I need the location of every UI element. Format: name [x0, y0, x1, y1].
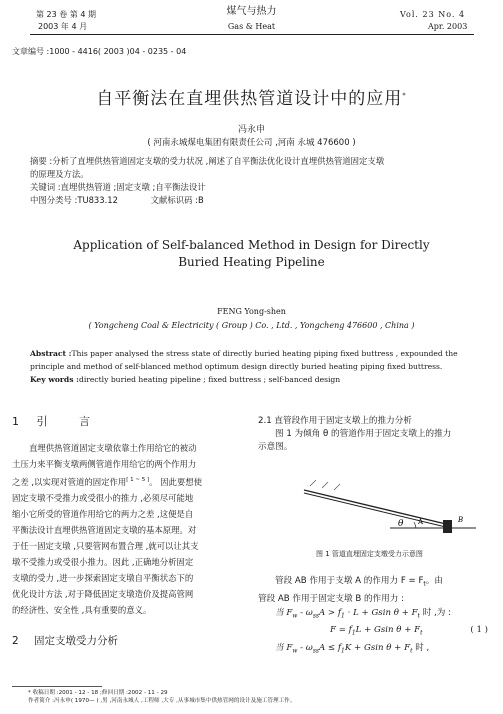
keywords-en-line: [30, 373, 475, 386]
header-date-cn: 2003 年 4 月: [38, 22, 88, 31]
section1-heading: [12, 413, 104, 429]
intro-line: 支墩的受力 ,进一步探索固定支墩自平衡状态下的: [12, 572, 194, 583]
force-line-1: [258, 574, 488, 592]
abstract-en: [30, 347, 475, 386]
keywords-en-label: Key words :: [30, 375, 79, 384]
section21-block: [258, 415, 488, 454]
figure1-diagram: [300, 480, 480, 550]
eq-text: L + Gsin θ + F: [355, 625, 421, 636]
doc-code: 文献标识码 :B: [150, 195, 204, 205]
title-en: [0, 237, 503, 271]
intro-line: 直埋供热管道固定支墩依靠土作用给它的被动: [29, 443, 197, 453]
intro-line: 之差 ,以实现对管道的固定作用: [12, 476, 127, 487]
label-B: B: [458, 516, 464, 524]
eq-text: 当 F: [275, 607, 293, 618]
intro-line: 墩不受推力或受很小推力。因此 ,正确地分析固定: [12, 556, 194, 567]
eq-sub: t: [420, 630, 423, 638]
soil-hatch: [310, 480, 340, 490]
footnote-rule: [12, 686, 102, 687]
condition-line-1: [258, 606, 488, 624]
footnote-received: 收稿日期 :2001 - 12 - 18 ;修回日期 :2002 - 11 - 29: [32, 690, 168, 696]
author-en: FENG Yong-shen: [217, 307, 286, 316]
affiliation-cn: ( 河南永城煤电集团有限责任公司 ,河南 永城 476600 ): [147, 138, 356, 148]
eq-sub: ss: [312, 647, 319, 655]
affiliation-en: ( Yongcheng Coal & Electricity ( Group ) Co. , Ltd. , Yongcheng 476600 , China ): [88, 321, 415, 330]
title-cn: [0, 84, 503, 109]
classification-row: [30, 194, 384, 207]
eq-text: 当 F: [275, 643, 293, 654]
pipe-line-upper: [304, 490, 450, 525]
force-line-2: 管段 AB 作用于固定支墩 B 的作用力 :: [258, 593, 404, 604]
force-tail: 。由: [425, 576, 443, 586]
section1-number: 1: [12, 415, 19, 428]
keywords-en-text: directly buried heating pipeline ; fixed buttress ; self-banced design: [78, 375, 341, 384]
section2-number: 2: [12, 635, 19, 647]
eq-text: A > f: [318, 607, 342, 618]
intro-line-with-ref: [12, 472, 238, 490]
section2-heading: [12, 633, 118, 648]
condition-line-2: [258, 641, 488, 659]
abstract-en-label: Abstract :: [30, 349, 72, 358]
pipe-line-lower: [304, 493, 450, 528]
eq-text: - ω: [297, 643, 313, 654]
abstract-cn-line1: 摘要 :分析了直埋供热管道固定支墩的受力状况 ,阐述了自平衡法优化设计直埋供热管道固定支墩: [30, 156, 385, 166]
angle-arc: [414, 522, 416, 528]
eq-text: - ω: [297, 607, 313, 618]
intro-line: 于任一固定支墩 ,只要管网布置合理 ,就可以让其支: [12, 540, 199, 551]
eq-sub: t: [410, 647, 413, 655]
eq-text: A ≤ f: [318, 643, 342, 654]
header-volume-cn: 第 23 卷 第 4 期: [36, 10, 96, 19]
footnote: [28, 689, 295, 705]
force-text: 管段 AB 作用于支墩 A 的作用力 F = F: [275, 576, 424, 586]
keywords-cn: 关键词 :直埋供热管道 ;固定支墩 ;自平衡法设计: [30, 182, 206, 192]
abstract-cn: [30, 155, 384, 207]
abstract-en-text1: This paper analysed the stress state of directly buried heating piping fixed buttress , expounded the: [71, 349, 458, 358]
intro-paragraph: [12, 440, 238, 618]
intro-line: 土压力来平衡支墩两侧管道作用给它的两个作用力: [12, 459, 197, 469]
abstract-cn-line2: 的原理及方法。: [30, 169, 89, 179]
buttress-B: [443, 520, 452, 533]
intro-line-tail: 。 因此要想使: [149, 476, 203, 487]
section21-heading: 2.1 直管段作用于固定支墩上的推力分析: [258, 416, 412, 426]
eq-sub: t: [417, 612, 420, 620]
equation-1: [258, 623, 488, 641]
eq-text: F = f: [330, 625, 352, 636]
footnote-mark: *: [28, 690, 31, 696]
eq-text: 时 ,为 :: [422, 607, 451, 618]
abstract-en-line1: [30, 347, 475, 360]
section1-title: 引 言: [36, 415, 104, 428]
footnote-line2: 作者简介 :冯永申( 1970— ) ,男 ,河南永城人 ,工程师 ,大专 ,从事城市集中供热管网的设计及施工管理工作。: [28, 698, 296, 704]
author-cn: 冯永申: [237, 125, 265, 135]
label-theta: θ: [398, 519, 404, 529]
eq-text: · L + Gsin θ + F: [344, 607, 418, 618]
intro-line: 平衡法设计直埋供热管道固定支墩的基本原理。对: [12, 524, 197, 535]
footnote-line1: [28, 689, 295, 697]
header-journal-cn: 煤气与热力: [226, 6, 277, 17]
abstract-en-line2: principle and method of self-blanced method optimum design directly buried heating piping fixed buttress.: [30, 362, 443, 371]
eq-sub: 1: [341, 647, 345, 655]
section21-text: 图 1 为倾角 θ 的管道作用于固定支墩上的推力: [275, 429, 452, 439]
title-footnote-mark: *: [402, 91, 407, 100]
intro-line: 固定支墩不受推力或受很小的推力 ,必须尽可能地: [12, 492, 194, 503]
eq-sub: w: [292, 612, 298, 620]
header-volume-en: Vol. 23 No. 4: [400, 10, 466, 19]
figure1-caption: 图 1 管道直埋固定支墩受力示意图: [316, 550, 423, 558]
title-en-line2: Buried Heating Pipeline: [178, 255, 325, 269]
reference-mark: [ 1 ~ 5 ]: [126, 477, 150, 483]
equation-number: ( 1 ): [470, 625, 488, 636]
header-rule: [30, 34, 474, 35]
intro-line: 缩小它所受的管道作用给它的两力之差 ,这便是自: [12, 508, 194, 519]
article-number: 文章编号 :1000 - 4416( 2003 )04 - 0235 - 04: [12, 47, 187, 56]
eq-sub: 1: [351, 630, 356, 638]
intro-line: 的经济性、安全性 ,具有重要的意义。: [12, 604, 152, 615]
section21-text2: 示意图。: [258, 442, 293, 452]
intro-line: 优化设计方法 ,对于降低固定支墩造价及提高管网: [12, 588, 194, 599]
eq-text: K + Gsin θ + F: [344, 643, 411, 654]
subscript-t: t: [423, 580, 426, 588]
section2-title: 固定支墩受力分析: [34, 635, 119, 647]
eq-sub: 1: [341, 612, 345, 620]
eq-sub: ss: [312, 612, 319, 620]
eq-sub: w: [292, 647, 298, 655]
title-cn-text: 自平衡法在直埋供热管道设计中的应用: [96, 89, 403, 109]
header-journal-en: Gas & Heat: [227, 22, 276, 31]
header-date-en: Apr. 2003: [428, 22, 468, 31]
clc-number: 中图分类号 :TU833.12: [30, 195, 118, 205]
eq-text: 时 ,: [415, 643, 430, 654]
label-A: A: [418, 518, 424, 526]
equations-block: [258, 574, 488, 659]
title-en-line1: Application of Self-balanced Method in Design for Directly: [73, 238, 430, 252]
